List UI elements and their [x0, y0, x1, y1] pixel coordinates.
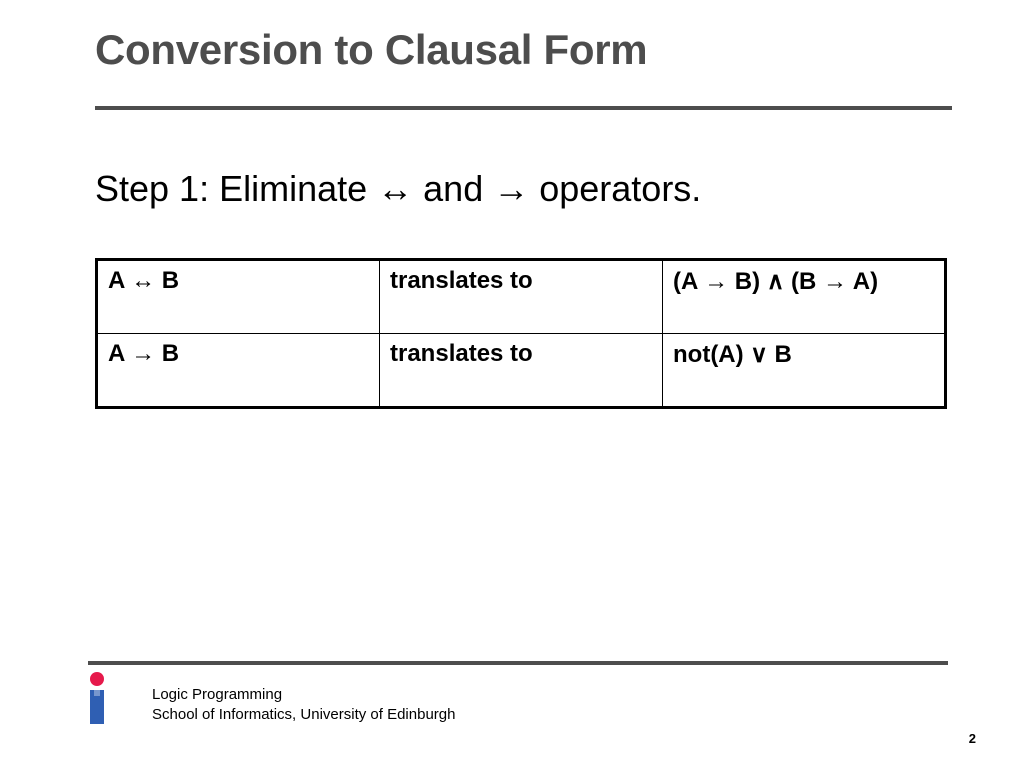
footer-divider — [88, 661, 948, 665]
footer-credits — [152, 685, 455, 725]
course-name: Logic Programming — [152, 686, 283, 703]
expression-cell: A ↔ B — [97, 260, 380, 334]
page-number: 2 — [968, 731, 976, 746]
result-cell: not(A) ∨ B — [663, 334, 946, 408]
step-instruction: Step 1: Eliminate ↔ and → operators. — [95, 168, 702, 209]
title-divider — [95, 106, 952, 110]
slide-title: Conversion to Clausal Form — [95, 26, 648, 73]
informatics-logo-icon — [88, 672, 106, 724]
relation-cell: translates to — [380, 260, 663, 334]
expression-cell: A → B — [97, 334, 380, 408]
table-row — [97, 260, 946, 334]
translation-table — [95, 258, 947, 409]
table-row — [97, 334, 946, 408]
result-cell: (A → B) ∧ (B → A) — [663, 260, 946, 334]
institution-name: School of Informatics, University of Edinburgh — [152, 706, 456, 723]
relation-cell: translates to — [380, 334, 663, 408]
